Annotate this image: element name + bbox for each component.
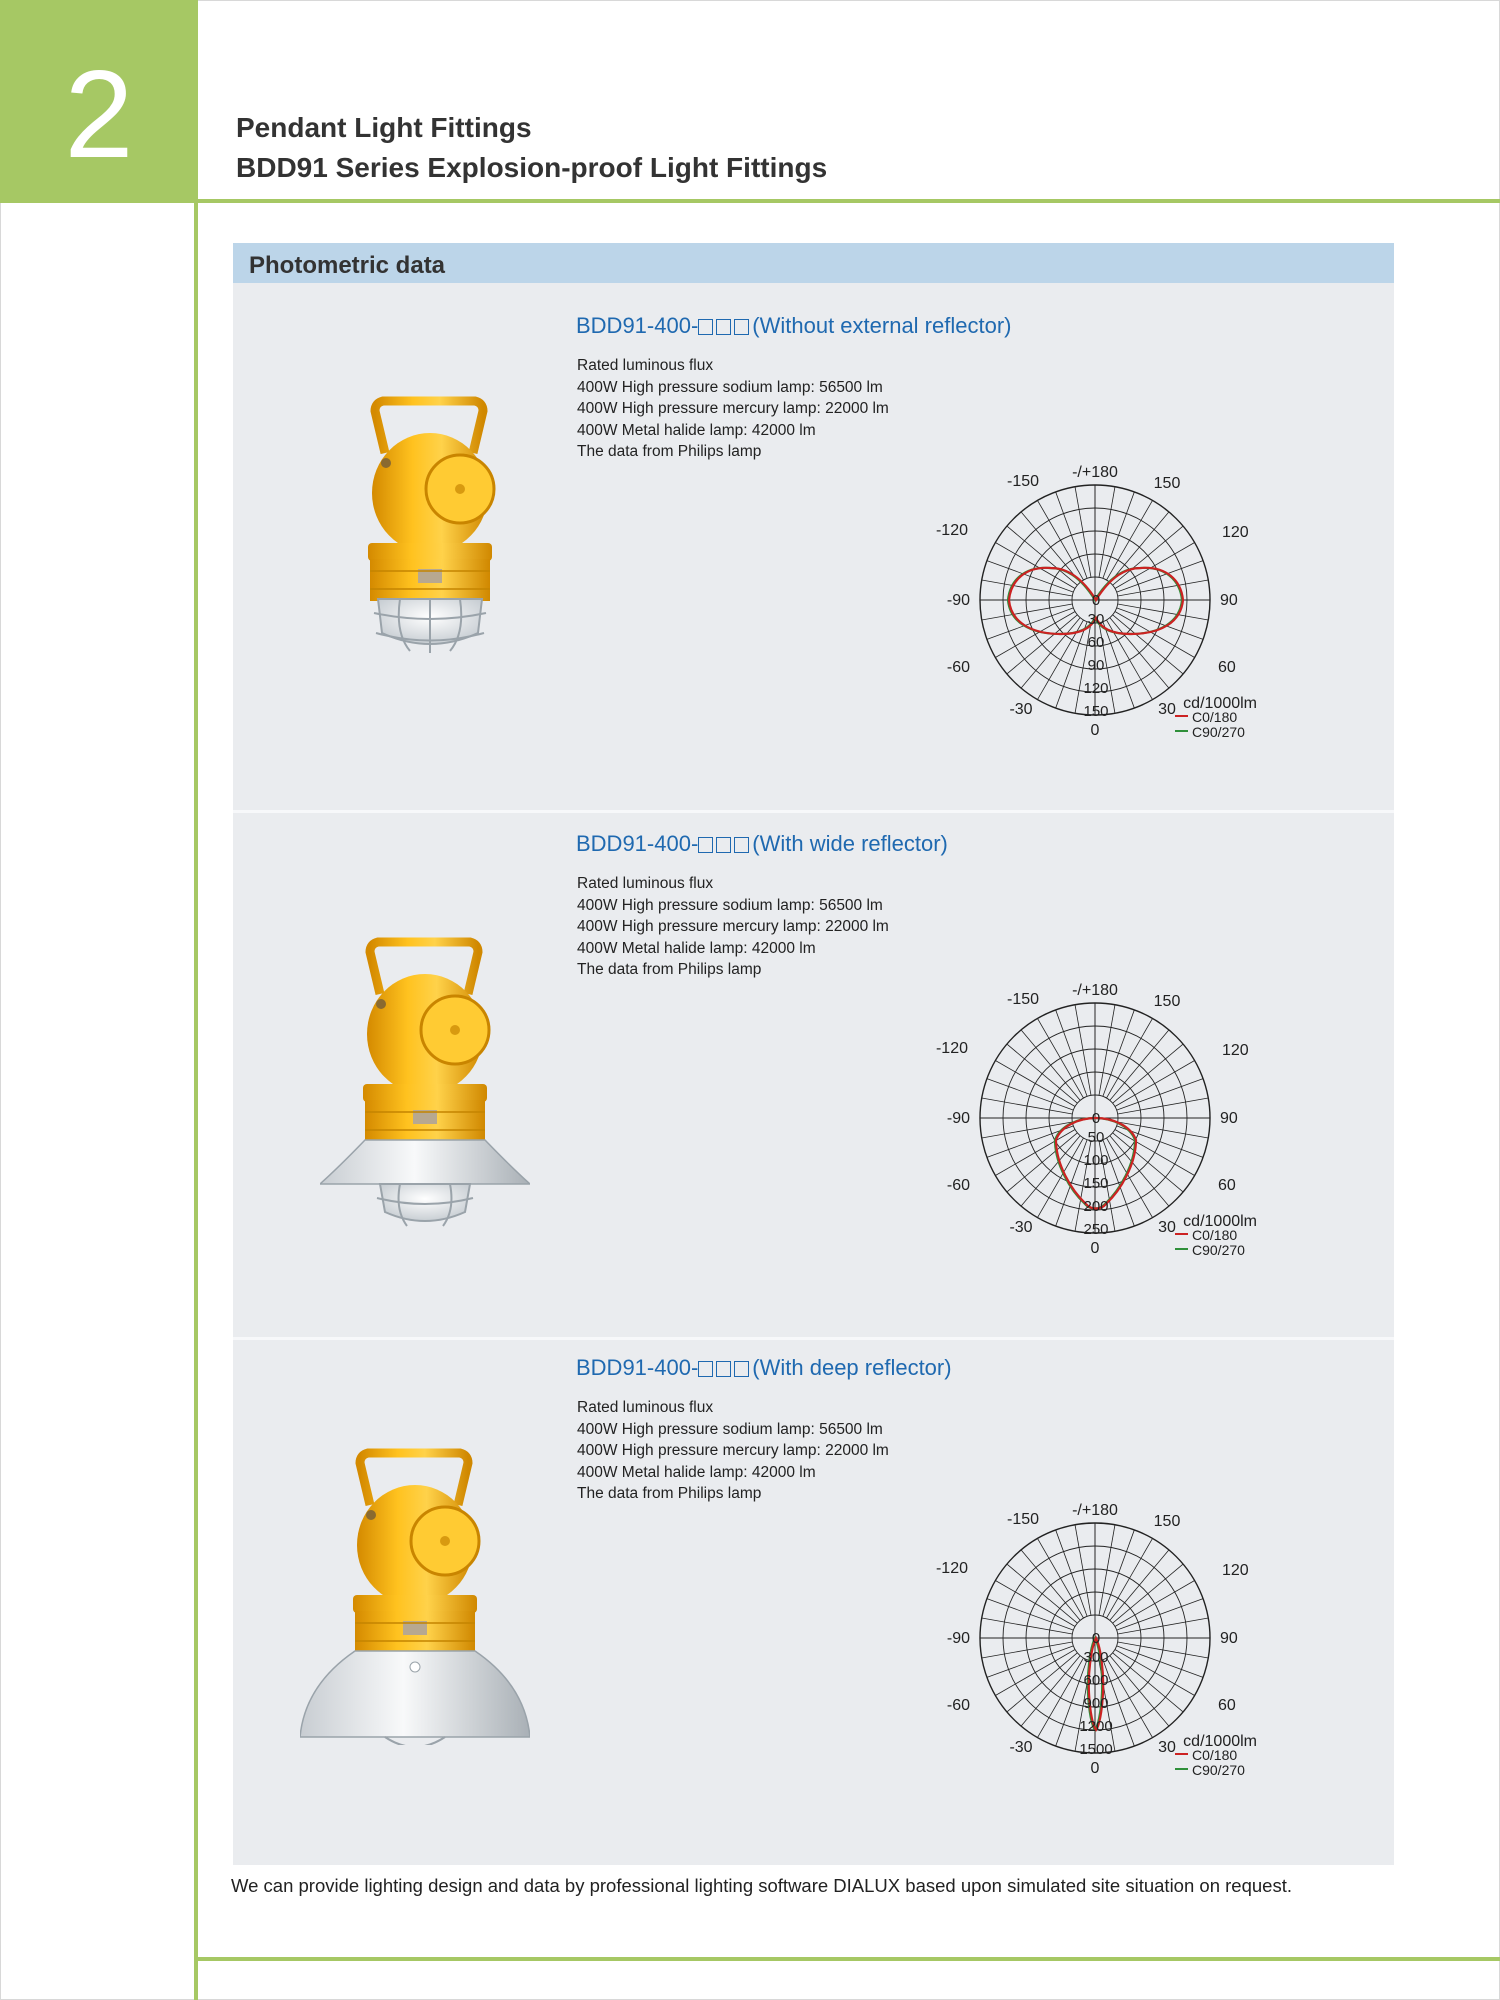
angle-label: 90 <box>1220 1110 1238 1127</box>
section-title: BDD91-400- (Without external reflector) <box>576 313 1011 341</box>
angle-label: -60 <box>946 1177 970 1194</box>
angle-label: 150 <box>1153 1513 1181 1530</box>
polar-diagram <box>930 968 1260 1268</box>
radial-scale-label: 900 <box>1083 1695 1109 1712</box>
angle-label: 150 <box>1153 993 1181 1010</box>
luminous-flux-info: Rated luminous flux 400W High pressure sodium lamp: 56500 lm 400W High pressure mercury lamp: 22000 lm 400W Metal halide lamp: 42000 lm The data from Philips lamp <box>577 1399 889 1502</box>
chapter-number: 2 <box>64 46 134 184</box>
section-divider <box>233 1337 1394 1340</box>
angle-label: 120 <box>1222 1562 1249 1579</box>
model-code-placeholder <box>698 315 752 341</box>
radial-scale-label: 1500 <box>1079 1741 1113 1758</box>
angle-label: 60 <box>1218 1697 1236 1714</box>
angle-label: 0 <box>1090 1760 1100 1777</box>
radial-scale-label: 100 <box>1083 1152 1109 1169</box>
radial-scale-label: 0 <box>1091 1110 1101 1127</box>
angle-label: -120 <box>935 522 968 539</box>
angle-label: -150 <box>1006 473 1040 490</box>
radial-scale-label: 300 <box>1083 1649 1109 1666</box>
angle-label: 120 <box>1222 524 1249 541</box>
page-subtitle: BDD91 Series Explosion-proof Light Fittings <box>236 152 828 183</box>
angle-label: -30 <box>1009 1739 1033 1756</box>
model-code-placeholder <box>698 833 752 859</box>
footer-note: We can provide lighting design and data by professional lighting software DIALUX based upon simulated site situation on request. <box>231 1875 1292 1896</box>
angle-label: -150 <box>1006 1511 1040 1528</box>
unit-label: cd/1000lm <box>1183 1733 1257 1750</box>
angle-label: -60 <box>946 659 970 676</box>
luminous-flux-info: Rated luminous flux 400W High pressure sodium lamp: 56500 lm 400W High pressure mercury lamp: 22000 lm 400W Metal halide lamp: 42000 lm The data from Philips lamp <box>577 357 889 460</box>
section-divider <box>233 810 1394 813</box>
lamp-deep-reflector-image <box>300 1445 530 1745</box>
radial-scale-label: 60 <box>1087 634 1105 651</box>
radial-scale-label: 0 <box>1091 592 1101 609</box>
chapter-number-block <box>0 0 198 203</box>
radial-scale-label: 600 <box>1083 1672 1109 1689</box>
polar-diagram <box>930 1488 1260 1788</box>
unit-label: cd/1000lm <box>1183 1213 1257 1230</box>
angle-label: 150 <box>1153 475 1181 492</box>
angle-label: -30 <box>1009 1219 1033 1236</box>
angle-label: 120 <box>1222 1042 1249 1059</box>
header-rule <box>198 199 1500 203</box>
angle-label: -/+180 <box>1072 982 1118 999</box>
angle-label: -90 <box>946 592 970 609</box>
radial-scale-label: 1200 <box>1079 1718 1113 1735</box>
angle-label: 30 <box>1158 1219 1176 1236</box>
legend-c0-180: C0/180 <box>1192 1747 1238 1763</box>
panel-header <box>233 243 1394 283</box>
polar-diagram <box>930 450 1260 750</box>
radial-scale-label: 90 <box>1087 657 1105 674</box>
radial-scale-label: 150 <box>1083 703 1109 720</box>
left-sidebar <box>0 203 198 2000</box>
angle-label: -/+180 <box>1072 464 1118 481</box>
unit-label: cd/1000lm <box>1183 695 1257 712</box>
legend-c90-270: C90/270 <box>1192 1762 1245 1778</box>
section-title: BDD91-400- (With wide reflector) <box>576 831 948 859</box>
panel-header-label: Photometric data <box>249 252 446 279</box>
legend-c0-180: C0/180 <box>1192 1227 1238 1243</box>
radial-scale-label: 250 <box>1083 1221 1109 1238</box>
angle-label: 0 <box>1090 1240 1100 1257</box>
legend-c90-270: C90/270 <box>1192 1242 1245 1258</box>
model-code-placeholder <box>698 1357 752 1383</box>
radial-scale-label: 30 <box>1087 611 1105 628</box>
angle-label: 30 <box>1158 1739 1176 1756</box>
luminous-flux-info: Rated luminous flux 400W High pressure sodium lamp: 56500 lm 400W High pressure mercury lamp: 22000 lm 400W Metal halide lamp: 42000 lm The data from Philips lamp <box>577 875 889 978</box>
angle-label: 90 <box>1220 1630 1238 1647</box>
angle-label: -60 <box>946 1697 970 1714</box>
legend-c0-180: C0/180 <box>1192 709 1238 725</box>
radial-scale-label: 50 <box>1087 1129 1105 1146</box>
angle-label: -/+180 <box>1072 1502 1118 1519</box>
angle-label: -90 <box>946 1630 970 1647</box>
legend-c90-270: C90/270 <box>1192 724 1245 740</box>
angle-label: -120 <box>935 1560 968 1577</box>
angle-label: 60 <box>1218 659 1236 676</box>
section-title: BDD91-400- (With deep reflector) <box>576 1355 952 1383</box>
angle-label: 60 <box>1218 1177 1236 1194</box>
lamp-wide-reflector-image <box>320 934 530 1234</box>
angle-label: -120 <box>935 1040 968 1057</box>
radial-scale-label: 150 <box>1083 1175 1109 1192</box>
radial-scale-label: 200 <box>1083 1198 1109 1215</box>
page-title: Pendant Light Fittings <box>236 112 532 143</box>
angle-label: -90 <box>946 1110 970 1127</box>
lamp-without-reflector-image <box>340 393 520 653</box>
angle-label: 30 <box>1158 701 1176 718</box>
radial-scale-label: 0 <box>1091 1630 1101 1647</box>
angle-label: -30 <box>1009 701 1033 718</box>
angle-label: 90 <box>1220 592 1238 609</box>
radial-scale-label: 120 <box>1083 680 1109 697</box>
angle-label: -150 <box>1006 991 1040 1008</box>
angle-label: 0 <box>1090 722 1100 739</box>
footer-rule <box>194 1957 1500 1961</box>
